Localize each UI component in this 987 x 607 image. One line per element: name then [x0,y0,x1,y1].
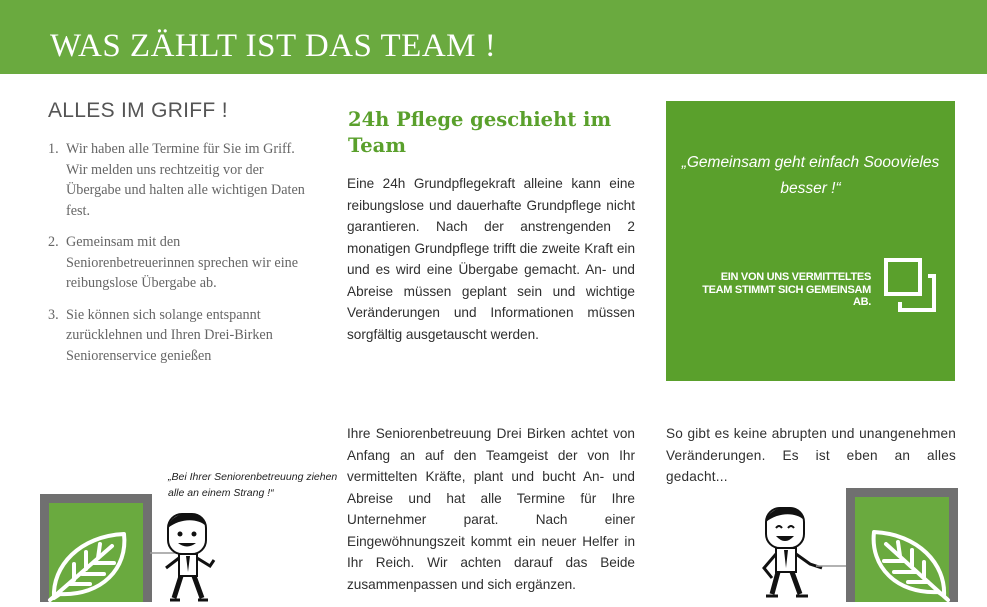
list-number: 2. [48,234,59,250]
teamgeist-paragraph: Ihre Seniorenbetreuung Drei Birken achtet von Anfang an auf den Teamgeist der von Ihr vermittelten Kräfte, plant und bucht An- und Abreise und hat alle Termine für Ihre Unternehmer parat. Nach einer Eingewöhnungszeit kommt ein neuer Helfer in Ihr Reich. Wir achten darauf das Beide zusammenpassen und sich ergänzen. [347,426,635,592]
leaf-tile-right [846,488,958,607]
list-item [48,139,308,221]
intro-paragraph: Eine 24h Grundpflegekraft alleine kann eine reibungslose und dauerhafte Grundpflege nicht garantieren. Nach der anstrengenden 2 monatigen Grundpflege trifft die zweite Kraft ein und es wird eine Übergabe gemacht. An- und Abreise müssen geplant sein und wichtige Veränderungen und Informationen müssen sorgfältig ausgetauscht werden. [347,176,635,342]
leaf-icon [40,494,152,602]
cartoon-person-left [150,508,230,607]
list-number: 3. [48,306,59,323]
list-text: Wir haben alle Termine für Sie im Griff. Wir melden uns rechtzeitig vor der Übergabe und halten alle wichtigen Daten fest. [66,141,305,219]
list-number: 1. [48,141,59,157]
leaf-tile-left [40,494,152,607]
closing-paragraph: So gibt es keine abrupten und unangenehmen Veränderungen. Es ist eben an alles gedacht... [666,426,956,484]
speech-text: „Bei Ihrer Seniorenbetreuung ziehen alle an einem Strang !“ [168,471,338,499]
list-text: Sie können sich solange entspannt zurücklehnen und Ihren Drei-Birken Seniorenservice genießen [66,306,273,364]
steps-list [48,139,308,377]
quote-panel [666,101,955,381]
cartoon-person-icon [150,508,230,602]
page-title: WAS ZÄHLT IST DAS TEAM ! [50,28,497,64]
list-item [48,305,308,367]
list-text: Gemeinsam mit den Seniorenbetreuerinnen sprechen wir eine reibungslose Übergabe ab. [66,234,299,291]
alles-im-griff-heading: ALLES IM GRIFF ! [48,99,228,122]
copy-icon [884,258,938,314]
quote-caption: EIN VON UNS VERMITTELTES TEAM STIMMT SICH GEMEINSAM AB. [702,271,871,308]
cartoon-person-right [750,502,846,607]
header-banner [0,0,987,74]
quote-text: „Gemeinsam geht einfach Sooovieles besser !“ [681,154,940,197]
pflege-heading: 24h Pflege geschieht im Team [348,108,612,157]
cartoon-person-icon [750,502,846,602]
leaf-icon [846,488,958,602]
list-item [48,232,308,294]
